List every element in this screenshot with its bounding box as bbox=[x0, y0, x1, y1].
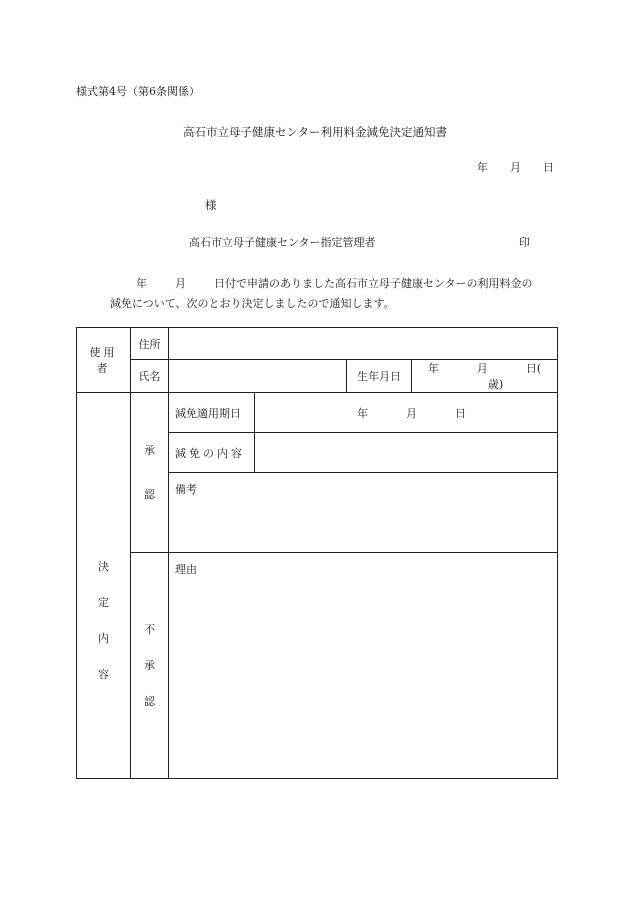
period-label: 減免適用期日 bbox=[169, 393, 255, 433]
address-row bbox=[77, 328, 558, 360]
not-approved-char-3: 認 bbox=[144, 694, 155, 708]
decision-char-2: 定 bbox=[98, 595, 109, 609]
not-approved-row bbox=[77, 553, 558, 779]
period-row bbox=[77, 393, 558, 433]
decision-char-4: 容 bbox=[98, 667, 109, 681]
period-year: 年 bbox=[357, 406, 368, 420]
address-field[interactable] bbox=[169, 328, 558, 360]
birthdate-month: 月 bbox=[476, 362, 488, 375]
not-approved-label bbox=[131, 553, 169, 779]
birthdate-label: 生年月日 bbox=[347, 360, 412, 393]
body-year: 年 bbox=[136, 277, 147, 290]
body-month: 月 bbox=[175, 277, 186, 290]
body-line-1 bbox=[110, 274, 560, 294]
period-day: 日 bbox=[455, 406, 466, 420]
addressee-suffix: 様 bbox=[205, 198, 217, 212]
birthdate-day: 日( bbox=[525, 362, 542, 375]
document-title: 高石市立母子健康センター利用料金減免決定通知書 bbox=[182, 125, 448, 139]
remarks-label: 備考 bbox=[175, 483, 197, 496]
date-year: 年 bbox=[477, 161, 488, 174]
name-label: 氏名 bbox=[131, 360, 169, 393]
decision-header bbox=[77, 393, 131, 779]
body-line-1-text: 日付で申請のありました高石市立母子健康センターの利用料金の bbox=[214, 277, 533, 290]
period-field[interactable] bbox=[255, 393, 558, 433]
date-day: 日 bbox=[543, 161, 554, 174]
reason-field[interactable] bbox=[169, 553, 558, 779]
issuer-name: 高石市立母子健康センター指定管理者 bbox=[189, 236, 376, 249]
approved-char-2: 認 bbox=[144, 487, 155, 501]
date-month: 月 bbox=[510, 161, 521, 174]
remarks-field[interactable] bbox=[169, 473, 558, 553]
decision-table bbox=[76, 327, 558, 779]
birthdate-age: 歳) bbox=[487, 378, 504, 391]
name-row bbox=[77, 360, 558, 393]
body-line-2: 減免について、次のとおり決定しましたので通知します。 bbox=[110, 297, 395, 310]
not-approved-char-2: 承 bbox=[144, 658, 155, 672]
name-field[interactable] bbox=[169, 360, 347, 393]
birthdate-year: 年 bbox=[427, 362, 439, 375]
issue-date bbox=[477, 162, 554, 173]
reason-label: 理由 bbox=[175, 563, 197, 576]
form-number: 様式第4号（第6条関係） bbox=[76, 85, 200, 98]
decision-char-3: 内 bbox=[98, 631, 109, 645]
period-month: 月 bbox=[406, 406, 417, 420]
approved-label bbox=[131, 393, 169, 553]
user-header: 使用者 bbox=[77, 328, 131, 393]
not-approved-char-1: 不 bbox=[144, 622, 155, 636]
decision-char-1: 決 bbox=[98, 559, 109, 573]
seal-mark: 印 bbox=[519, 236, 530, 249]
birthdate-field[interactable] bbox=[412, 360, 558, 393]
body-text bbox=[110, 274, 560, 314]
approved-char-1: 承 bbox=[144, 443, 155, 457]
content-field[interactable] bbox=[255, 433, 558, 473]
content-label: 減免の内容 bbox=[169, 433, 255, 473]
address-label: 住所 bbox=[131, 328, 169, 360]
